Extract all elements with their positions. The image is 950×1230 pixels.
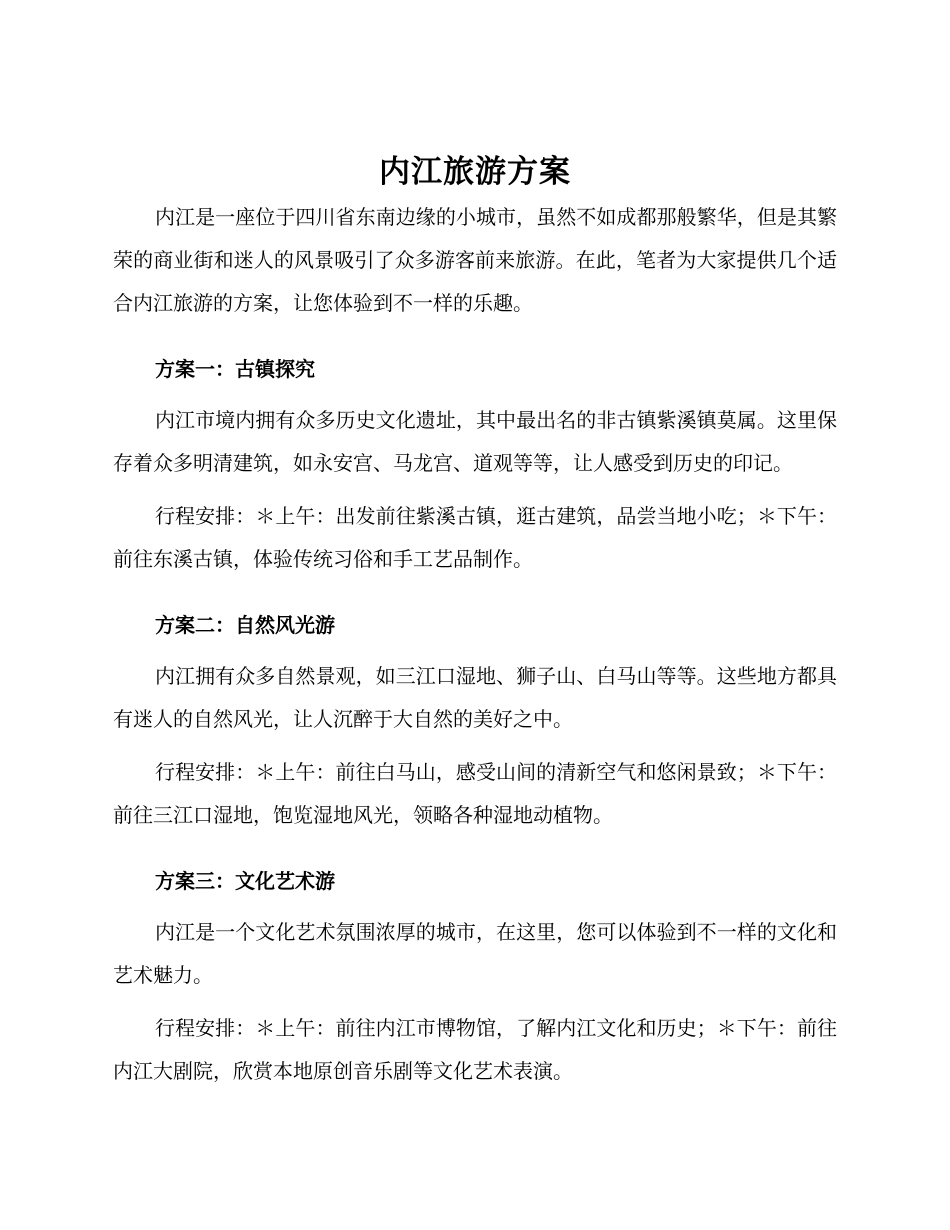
document-title: 内江旅游方案 <box>379 154 571 190</box>
plan-description: 内江市境内拥有众多历史文化遗址，其中最出名的非古镇紫溪镇莫属。这里保存着众多明清建筑，如永安宫、马龙宫、道观等等，让人感受到历史的印记。 <box>113 408 837 475</box>
plan-section-3 <box>113 867 837 1093</box>
plan-itinerary: 行程安排：＊上午：前往白马山，感受山间的清新空气和悠闲景致；＊下午：前往三江口湿地，饱览湿地风光，领略各种湿地动植物。 <box>113 760 837 827</box>
intro-paragraph: 内江是一座位于四川省东南边缘的小城市，虽然不如成都那般繁华，但是其繁荣的商业街和迷人的风景吸引了众多游客前来旅游。在此，笔者为大家提供几个适合内江旅游的方案，让您体验到不一样的乐趣。 <box>113 205 837 315</box>
plan-heading: 方案一：古镇探究 <box>155 357 315 381</box>
plan-description: 内江是一个文化艺术氛围浓厚的城市，在这里，您可以体验到不一样的文化和艺术魅力。 <box>113 920 837 987</box>
plan-heading: 方案三：文化艺术游 <box>155 869 335 893</box>
plan-itinerary: 行程安排：＊上午：前往内江市博物馆，了解内江文化和历史；＊下午：前往内江大剧院，欣赏本地原创音乐剧等文化艺术表演。 <box>113 1016 837 1083</box>
plan-heading: 方案二：自然风光游 <box>155 613 335 637</box>
plan-description: 内江拥有众多自然景观，如三江口湿地、狮子山、白马山等等。这些地方都具有迷人的自然风光，让人沉醉于大自然的美好之中。 <box>113 664 837 731</box>
plan-section-1 <box>113 355 837 581</box>
plan-itinerary: 行程安排：＊上午：出发前往紫溪古镇，逛古建筑，品尝当地小吃；＊下午：前往东溪古镇，体验传统习俗和手工艺品制作。 <box>113 504 837 571</box>
plan-section-2 <box>113 611 837 837</box>
